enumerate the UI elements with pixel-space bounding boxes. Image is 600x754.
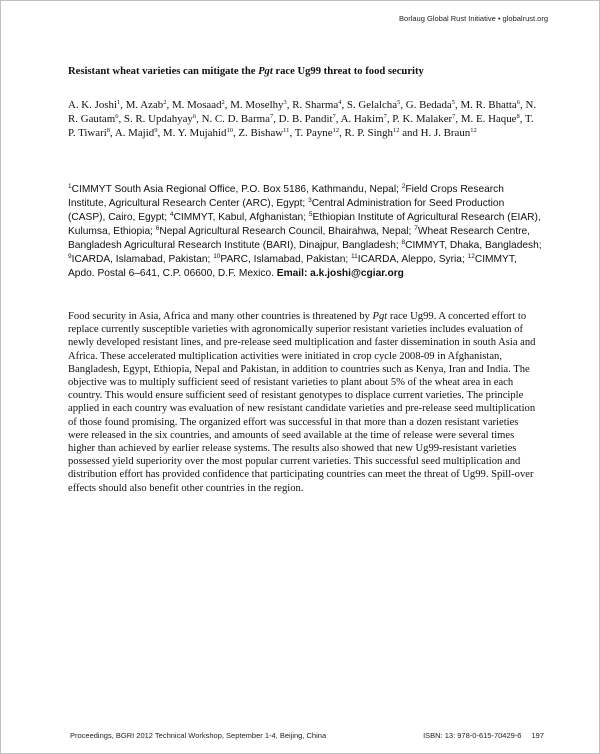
author-name: A. Hakim: [340, 113, 384, 125]
author-name: M. Azab: [125, 99, 164, 111]
author-name: S. Gelalcha: [346, 99, 398, 111]
affiliation-text: PARC, Islamabad, Pakistan;: [220, 254, 352, 265]
title-prefix: Resistant wheat varieties can mitigate the: [68, 66, 259, 77]
affiliation-text: CIMMYT South Asia Regional Office, P.O. Box 5186, Kathmandu, Nepal;: [71, 184, 402, 195]
author-affiliation-mark: 7: [332, 113, 336, 120]
contact-email: Email: a.k.joshi@cgiar.org: [276, 268, 404, 279]
author-name: T. P. Tiwari: [68, 113, 534, 139]
author-affiliation-mark: 7: [383, 113, 387, 120]
affiliation-text: Ethiopian Institute of Agricultural Research (EIAR), Kulumsa, Ethiopia;: [68, 212, 541, 237]
author-affiliation-mark: 5: [397, 99, 401, 106]
author-name: M. Y. Mujahid: [162, 127, 227, 139]
affiliation-text: CIMMYT, Dhaka, Bangladesh;: [405, 240, 542, 251]
affiliation-number: 6: [155, 225, 160, 232]
author-name: N. R. Gautam: [68, 99, 537, 125]
author-affiliation-mark: 12: [470, 127, 477, 134]
footer-isbn: ISBN: 13: 978-0-615-70429-6: [423, 731, 522, 740]
author-name: Z. Bishaw: [238, 127, 284, 139]
author-name: M. E. Haque: [460, 113, 517, 125]
page-number: 197: [531, 731, 544, 740]
affiliation-number: 8: [401, 239, 406, 246]
affiliation-text: CIMMYT, Kabul, Afghanistan;: [173, 212, 309, 223]
affiliation-number: 2: [401, 183, 406, 190]
affiliation-number: 5: [308, 211, 313, 218]
author-name: M. R. Bhatta: [460, 99, 517, 111]
author-name: D. B. Pandit: [278, 113, 333, 125]
author-affiliation-mark: 6: [516, 99, 520, 106]
affiliations: [68, 183, 543, 281]
author-affiliation-mark: 12: [332, 127, 340, 134]
author-name: A. Majid: [114, 127, 155, 139]
affiliation-text: ICARDA, Islamabad, Pakistan;: [71, 254, 214, 265]
footer-proceedings: Proceedings, BGRI 2012 Technical Workshop, September 1-4, Beijing, China: [70, 731, 327, 740]
author-name: H. J. Braun: [420, 127, 471, 139]
affiliation-number: 11: [351, 253, 358, 260]
author-list: A. K. Joshi$^1$, M. Azab$^2$, M. Mosaad$^2$, M. Moselhy$^3$, R. Sharma$^4$, S. Gelalcha$^5$, G. Bedada$^5$, M. R. Bhatta$^6$, N. R. Gautam$^6$, S. R. Updahyay$^6$, N. C. D. Barma$^7$, D. B. Pandit$^7$, A. Hakim$^7$, P. K. Malaker$^7$, M. E. Haque$^8$, T. P. Tiwari$^8$, A. Majid$^9$, M. Y. Mujahid$^{10}$, Z. Bishaw$^{11}$, T. Payne$^{12}$, R. P. Singh$^{12}$ and H. J. Braun$^{12}$: [68, 99, 537, 139]
affiliation-number: 7: [414, 225, 418, 232]
author-affiliation-mark: 11: [283, 127, 290, 134]
footer-isbn-page: [423, 731, 544, 740]
affiliation-number: 1: [68, 183, 72, 190]
author-name: M. Mosaad: [171, 99, 222, 111]
author-affiliation-mark: 1: [117, 99, 121, 106]
affiliation-text: CIMMYT, Apdo. Postal 6–641, C.P. 06600, D.F. Mexico.: [68, 254, 517, 279]
affiliation-text: Field Crops Research Institute, Agricultural Research Center (ARC), Egypt;: [68, 184, 504, 209]
author-affiliation-mark: 6: [192, 113, 197, 120]
author-name: R. Sharma: [292, 99, 339, 111]
author-affiliation-mark: 10: [226, 127, 233, 134]
affiliation-text: ICARDA, Aleppo, Syria;: [357, 254, 468, 265]
affiliation-text: Wheat Research Centre, Bangladesh Agricultural Research Institute (BARI), Dinajpur, Bangladesh;: [68, 226, 530, 251]
author-name: A. K. Joshi: [68, 99, 118, 111]
affiliation-text: Central Administration for Seed Production (CASP), Cairo, Egypt;: [68, 198, 505, 223]
affiliation-number: 12: [467, 253, 475, 260]
author-name: G. Bedada: [405, 99, 452, 111]
author-name: S. R. Updahyay: [123, 113, 193, 125]
author-affiliation-mark: 12: [392, 127, 400, 134]
author-affiliation-mark: 2: [221, 99, 225, 106]
title-pathogen: Pgt: [258, 66, 273, 77]
title-suffix: race Ug99 threat to food security: [272, 66, 424, 77]
abstract-pathogen: Pgt: [372, 311, 388, 322]
affiliation-number: 3: [308, 197, 312, 204]
affiliation-number: 10: [213, 253, 221, 260]
abstract-body: race Ug99. A concerted effort to replace currently susceptible varieties with agronomically superior resistant varieties includes evaluation of newly developed resistant lines, and pre-release seed multiplication and faster dissemination in south Asia and Africa. These accelerated multiplication activities were initiated in crop cycle 2008-09 in Afghanistan, Bangladesh, Egypt, Ethiopia, Nepal and Pakistan, in addition to countries such as Kenya, Iran and India. The objective was to multiply sufficient seed of resistant varieties to plant about 5% of the wheat area in each country. This would ensure sufficient seed of resistant genotypes to displace current varieties. The principle applied in each country was evaluation of new resistant candidate varieties and pre-release seed multiplication of those found promising. The organized effort was successful in that more than a dozen resistant varieties were released in the six countries, and amounts of seed available at the time of release were several times higher than achieved by earlier release systems. The results also showed that new Ug99-resistant varieties possessed yield superiority over the most popular current varieties. This successful seed multiplication and distribution effort has provided confidence that participating countries can meet the threat of Ug99. Spill-over effects should also benefit other countries in the region.: [68, 311, 536, 494]
author-name: R. P. Singh: [344, 127, 393, 139]
author-affiliation-mark: 7: [452, 113, 456, 120]
author-affiliation-mark: 4: [338, 99, 342, 106]
author-affiliation-mark: 5: [451, 99, 456, 106]
affiliation-number: 4: [169, 211, 174, 218]
abstract-lead: Food security in Asia, Africa and many other countries is threatened by: [68, 311, 373, 322]
author-affiliation-mark: 8: [516, 113, 520, 120]
author-affiliation-mark: 8: [106, 127, 110, 134]
author-affiliation-mark: 9: [154, 127, 158, 134]
running-head: Borlaug Global Rust Initiative • globalrust.org: [399, 14, 548, 23]
affiliation-list: [68, 184, 542, 279]
author-affiliation-mark: 3: [283, 99, 287, 106]
paper-title: [68, 66, 538, 77]
affiliation-number: 9: [68, 253, 72, 260]
abstract: [68, 310, 540, 495]
affiliation-text: Nepal Agricultural Research Council, Bhairahwa, Nepal;: [159, 226, 415, 237]
author-affiliation-mark: 6: [115, 113, 119, 120]
author-name: N. C. D. Barma: [201, 113, 270, 125]
author-name: M. Moselhy: [230, 99, 284, 111]
author-name: P. K. Malaker: [392, 113, 453, 125]
author-affiliation-mark: 7: [269, 113, 274, 120]
author-affiliation-mark: 2: [163, 99, 167, 106]
author-name: T. Payne: [294, 127, 333, 139]
